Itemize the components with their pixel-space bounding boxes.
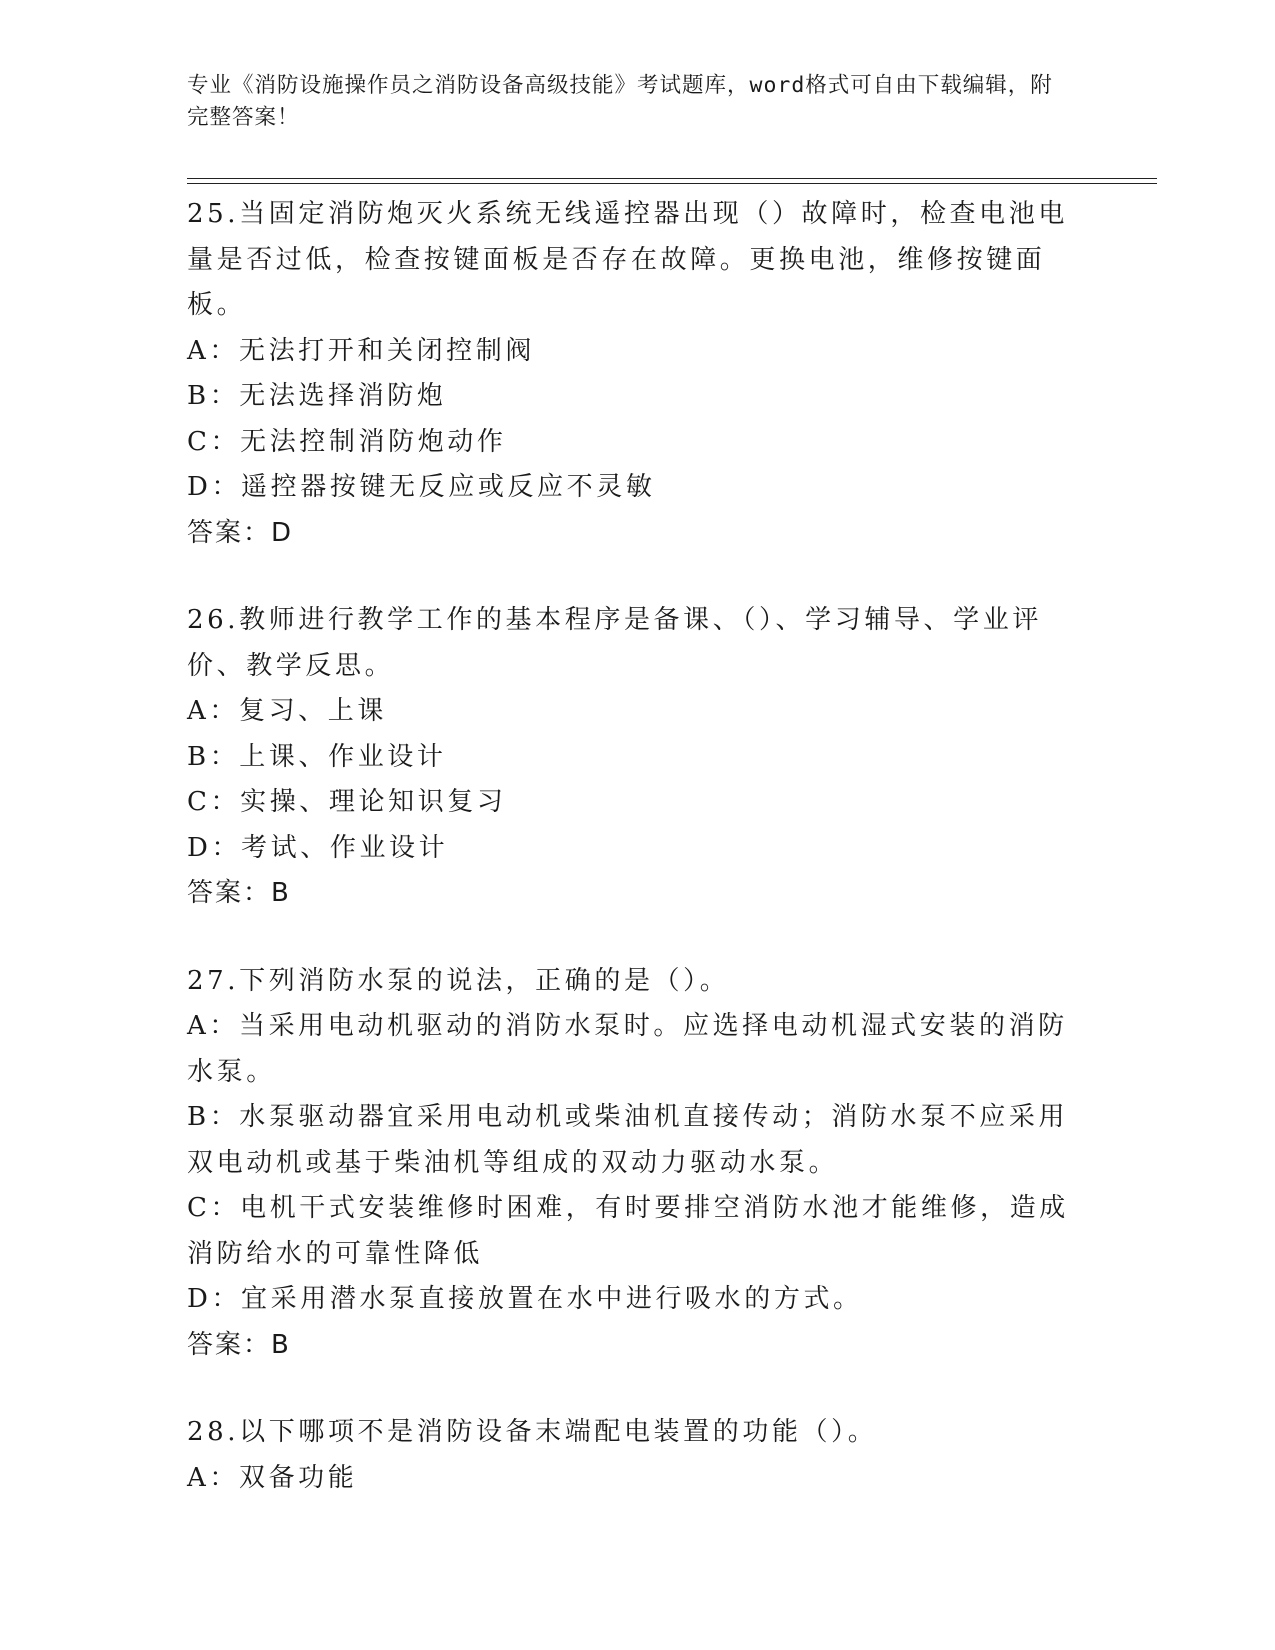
option-a: A：双备功能 <box>187 1462 358 1493</box>
header-divider <box>187 178 1157 184</box>
question-26 <box>187 598 1097 917</box>
question-28 <box>187 1410 1097 1501</box>
question-stem: 27.下列消防水泵的说法，正确的是（）。 <box>187 965 730 996</box>
document-header: 专业《消防设施操作员之消防设备高级技能》考试题库，word格式可自由下载编辑，附完整答案！ <box>187 73 1053 130</box>
question-27 <box>187 959 1097 1369</box>
option-d: D：宜采用潜水泵直接放置在水中进行吸水的方式。 <box>187 1284 863 1314</box>
answer: 答案：B <box>187 878 291 908</box>
option-b: B：水泵驱动器宜采用电动机或柴油机直接传动；消防水泵不应采用双电动机或基于柴油机等组成的双动力驱动水泵。 <box>187 1102 1069 1178</box>
option-c: C：无法控制消防炮动作 <box>187 426 507 457</box>
option-d: D：考试、作业设计 <box>187 832 449 863</box>
question-list <box>187 192 1097 1543</box>
option-b: B：无法选择消防炮 <box>187 381 447 411</box>
answer: 答案：D <box>187 517 294 548</box>
answer: 答案：B <box>187 1329 291 1360</box>
option-a: A：无法打开和关闭控制阀 <box>187 335 535 366</box>
option-a: A：复习、上课 <box>187 696 387 726</box>
question-25 <box>187 192 1097 556</box>
option-a: A：当采用电动机驱动的消防水泵时。应选择电动机湿式安装的消防水泵。 <box>187 1011 1068 1087</box>
option-b: B：上课、作业设计 <box>187 741 447 772</box>
option-c: C：实操、理论知识复习 <box>187 787 507 817</box>
question-stem: 26.教师进行教学工作的基本程序是备课、（）、学习辅导、学业评价、教学反思。 <box>187 605 1042 681</box>
document-page <box>187 70 1097 1493</box>
question-stem: 25.当固定消防炮灭火系统无线遥控器出现（）故障时，检查电池电量是否过低，检查按键面板是否存在故障。更换电池，维修按键面板。 <box>187 199 1068 320</box>
option-d: D：遥控器按键无反应或反应不灵敏 <box>187 472 656 502</box>
option-c: C：电机干式安装维修时困难，有时要排空消防水池才能维修，造成消防给水的可靠性降低 <box>187 1193 1069 1269</box>
question-stem: 28.以下哪项不是消防设备末端配电装置的功能（）。 <box>187 1417 878 1447</box>
